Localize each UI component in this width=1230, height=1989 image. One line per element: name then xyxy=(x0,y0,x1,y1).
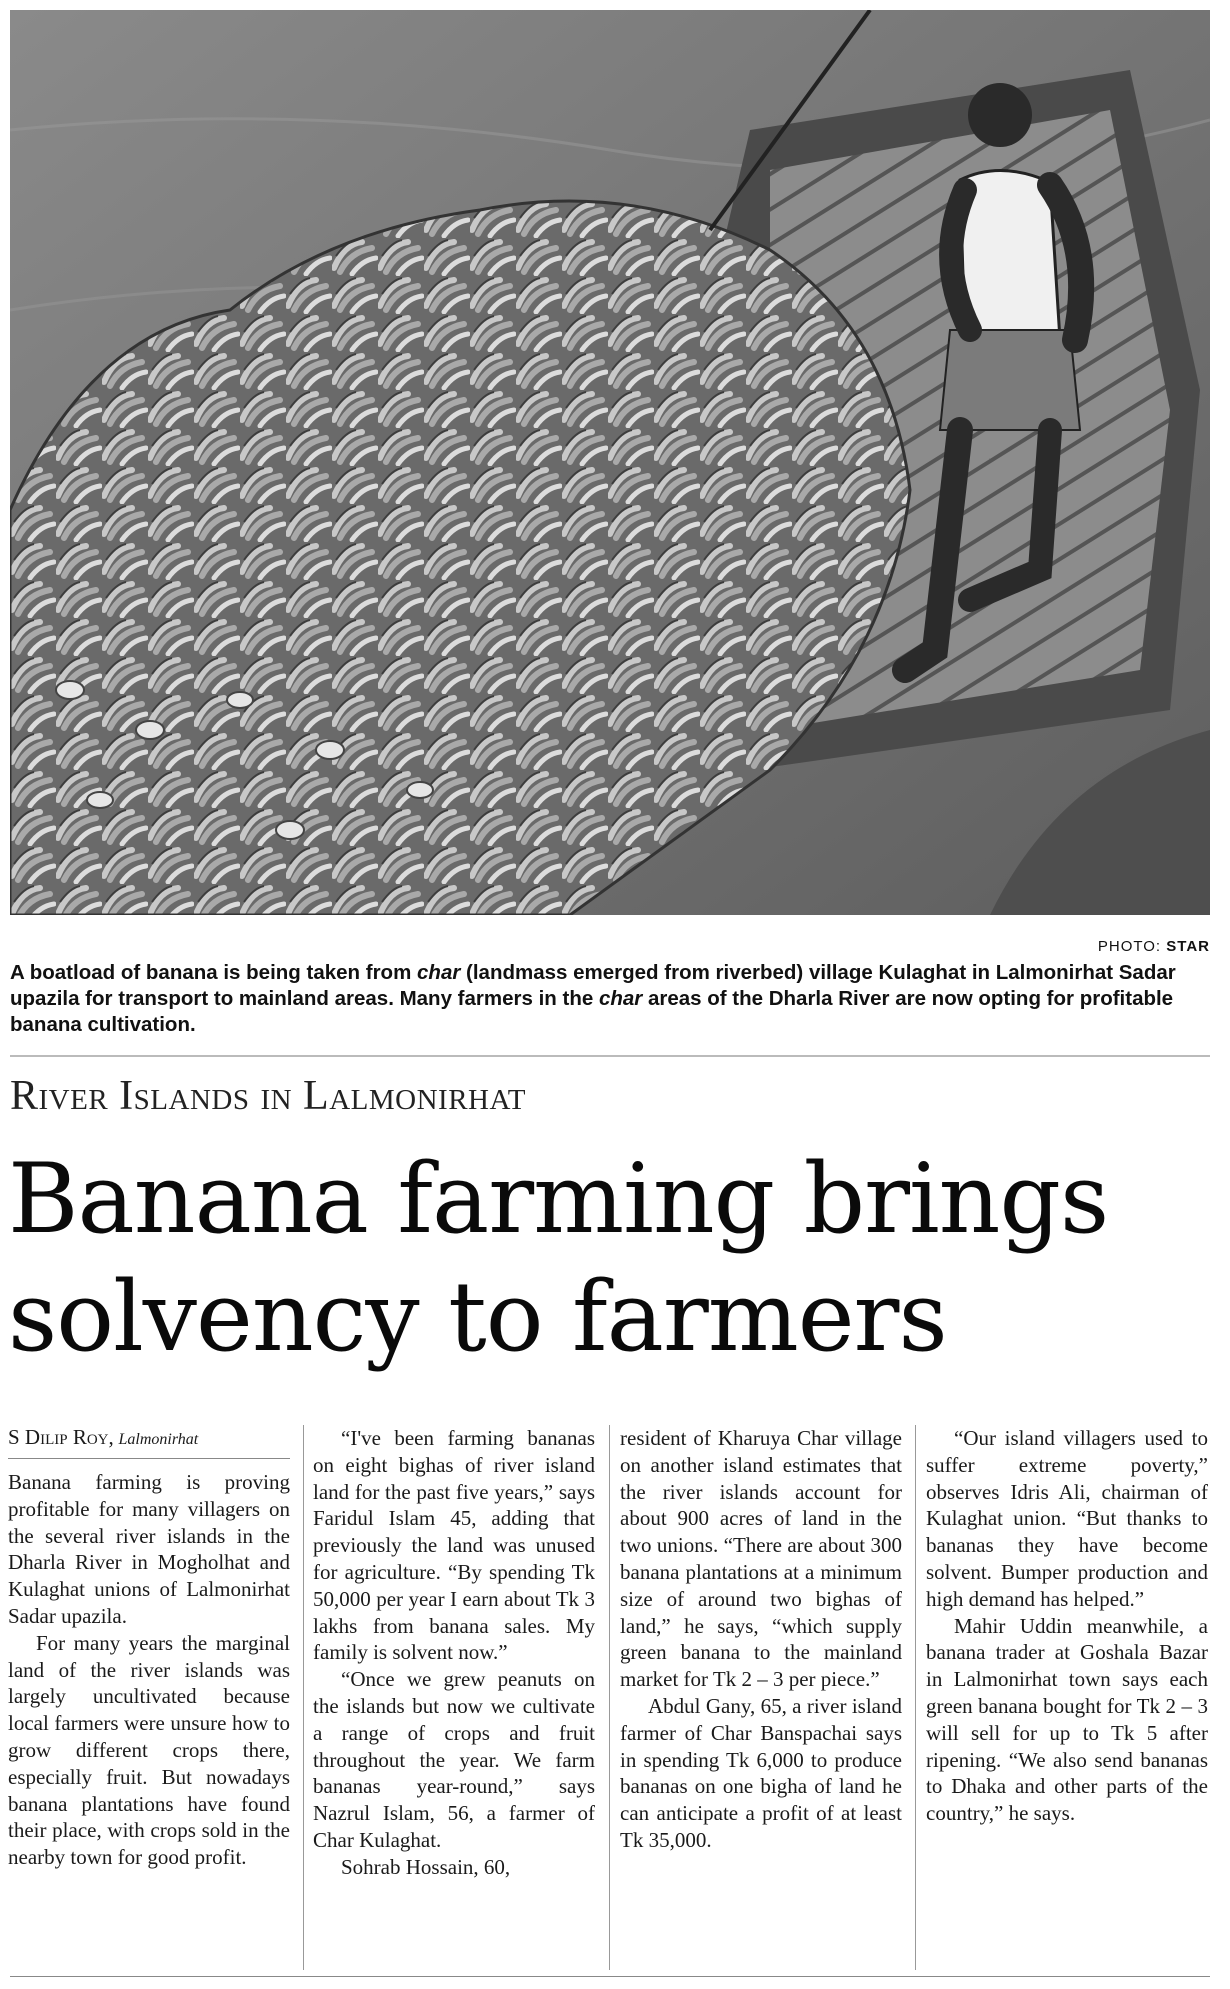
paragraph: Sohrab Hossain, 60, xyxy=(341,1854,511,1879)
byline-place: Lalmonirhat xyxy=(118,1431,199,1448)
paragraph: Abdul Gany, 65, a river island farmer of Char Banspachai says in spending Tk 6,000 to produce bananas on one bigha of land he can anticipate a profit of at least Tk 35,000. xyxy=(620,1693,902,1852)
news-photo xyxy=(10,10,1210,915)
paragraph: “I've been farming bananas on eight bighas of river island land for the past five years,” says Faridul Islam 45, adding that previously the land was unused for agriculture. “By spending Tk 50,000 per year I earn about Tk 3 lakhs from banana sales. My family is solvent now.” xyxy=(313,1426,595,1665)
byline xyxy=(8,1425,290,1459)
headline-line-1: Banana farming brings xyxy=(8,1143,1109,1255)
paragraph: Mahir Uddin meanwhile, a banana trader at Goshala Bazar in Lalmonirhat town says each green banana bought for Tk 2 – 3 will sell for up to Tk 5 after ripening. “We also send bananas to Dhaka and other parts of the country,” he says. xyxy=(926,1613,1208,1826)
paragraph: “Our island villagers used to suffer extreme poverty,” observes Idris Ali, chairman of Kulaghat union. “But thanks to bananas they have become solvent. Bumper production and high demand has helped.” xyxy=(926,1426,1208,1611)
article-column-1 xyxy=(8,1425,290,1871)
column-divider xyxy=(915,1425,916,1970)
byline-author: S Dilip Roy, xyxy=(8,1425,114,1449)
page-bottom-rule xyxy=(10,1976,1210,1977)
caption-divider xyxy=(10,1055,1210,1057)
photo-caption: A boatload of banana is being taken from char (landmass emerged from riverbed) village Kulaghat in Lalmonirhat Sadar upazila for transport to mainland areas. Many farmers in the char areas of the Dharla River are now opting for profitable banana cultivation. xyxy=(10,961,1176,1036)
banana-boat-image xyxy=(10,10,1210,915)
column-divider xyxy=(609,1425,610,1970)
column-divider xyxy=(303,1425,304,1970)
paragraph: resident of Kharuya Char village on another island estimates that the river islands account for about 900 acres of land in the two unions. “There are about 300 banana plantations at a minimum size of around two bighas of land,” he says, “which supply green banana to the mainland market for Tk 2 – 3 per piece.” xyxy=(620,1426,902,1692)
paragraph: For many years the marginal land of the river islands was largely uncultivated because local farmers were unsure how to grow different crops there, especially fruit. But nowadays banana plantations have found their place, with crops sold in the nearby town for good profit. xyxy=(8,1630,290,1870)
paragraph: Banana farming is proving profitable for many villagers on the several river islands in the Dharla River in Mogholhat and Kulaghat unions of Lalmonirhat Sadar upazila. xyxy=(8,1470,290,1628)
headline-line-2: solvency to farmers xyxy=(8,1261,947,1373)
headline xyxy=(8,1140,1218,1376)
article-column-2 xyxy=(313,1425,595,1881)
article-column-4 xyxy=(926,1425,1208,1827)
paragraph: “Once we grew peanuts on the islands but now we cultivate a range of crops and fruit throughout the year. We farm bananas year-round,” says Nazrul Islam, 56, a farmer of Char Kulaghat. xyxy=(313,1667,595,1852)
article-column-3 xyxy=(620,1425,902,1854)
photo-credit: PHOTO: STAR xyxy=(1097,938,1210,955)
section-kicker: River Islands in Lalmonirhat xyxy=(10,1073,526,1119)
